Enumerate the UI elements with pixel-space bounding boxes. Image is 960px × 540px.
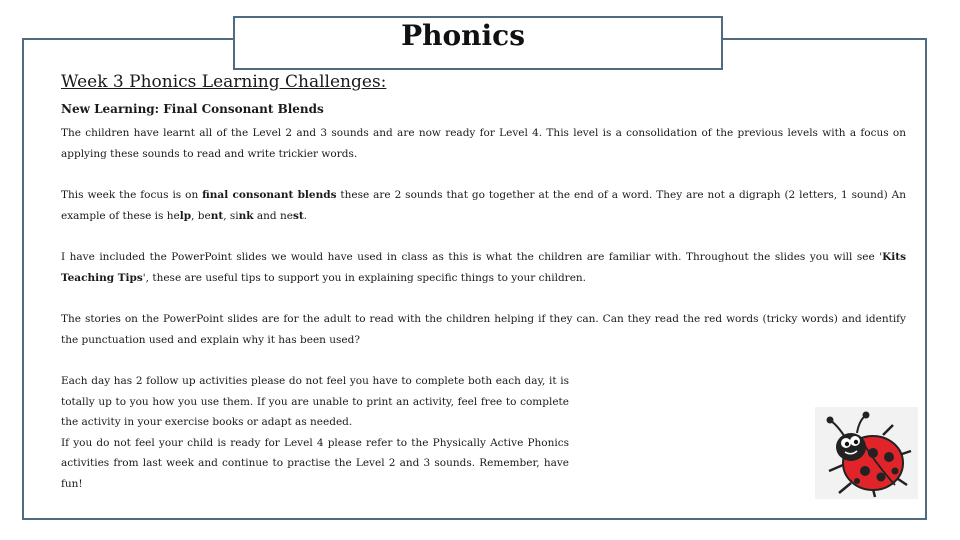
new-learning-subheading: New Learning: Final Consonant Blends <box>61 102 324 116</box>
p3-bold-tips: Kits Teaching Tips <box>61 251 906 284</box>
p2-example-2-blend: nt <box>210 209 224 222</box>
p2-middle: these are 2 sounds that go together at the end of a word. They are not a digraph (2 letters, 1 sound) An example of these is he <box>61 189 906 222</box>
p2-sep-2: , si <box>223 209 239 222</box>
paragraph-level-intro: The children have learnt all of the Level 2 and 3 sounds and are now ready for Level 4. This level is a consolidation of the previous levels with a focus on applying these sounds to read and write trickier words. <box>61 127 906 160</box>
p2-sep-3: and ne <box>253 209 293 222</box>
ladybird-icon <box>815 407 918 499</box>
paragraph-stories: The stories on the PowerPoint slides are for the adult to read with the children helping if they can. Can they read the red words (tricky words) and identify the punctuation used and explain why it has been used? <box>61 313 906 346</box>
p2-example-3-blend: nk <box>238 209 254 222</box>
paragraph-activities: Each day has 2 follow up activities please do not feel you have to complete both each day, it is totally up to you how you use them. If you are unable to print an activity, feel free to complete the activity in your exercise books or adapt as needed. <box>61 375 569 428</box>
p2-before: This week the focus is on <box>61 189 203 201</box>
p3-before: I have included the PowerPoint slides we would have used in class as this is what the children are familiar with. Throughout the slides you will see ' <box>61 251 883 263</box>
paragraph-focus <box>61 185 906 226</box>
p2-example-4-blend: st <box>292 209 304 222</box>
p2-end: . <box>303 209 308 222</box>
title-box <box>233 16 723 70</box>
week-heading: Week 3 Phonics Learning Challenges: <box>61 72 387 92</box>
slide-content <box>61 70 911 494</box>
p2-sep-1: , be <box>191 209 211 222</box>
page-title: Phonics <box>401 19 525 52</box>
ladybird-picture <box>815 407 918 499</box>
paragraph-powerpoint <box>61 247 906 288</box>
p3-after: ', these are useful tips to support you in explaining specific things to your children. <box>142 271 587 284</box>
paragraph-level-4-note: If you do not feel your child is ready for Level 4 please refer to the Physically Active Phonics activities from last week and continue to practise the Level 2 and 3 sounds. Remember, have fun! <box>61 436 569 490</box>
p2-bold-term: final consonant blends <box>202 189 337 201</box>
p2-example-1-blend: lp <box>179 209 192 222</box>
